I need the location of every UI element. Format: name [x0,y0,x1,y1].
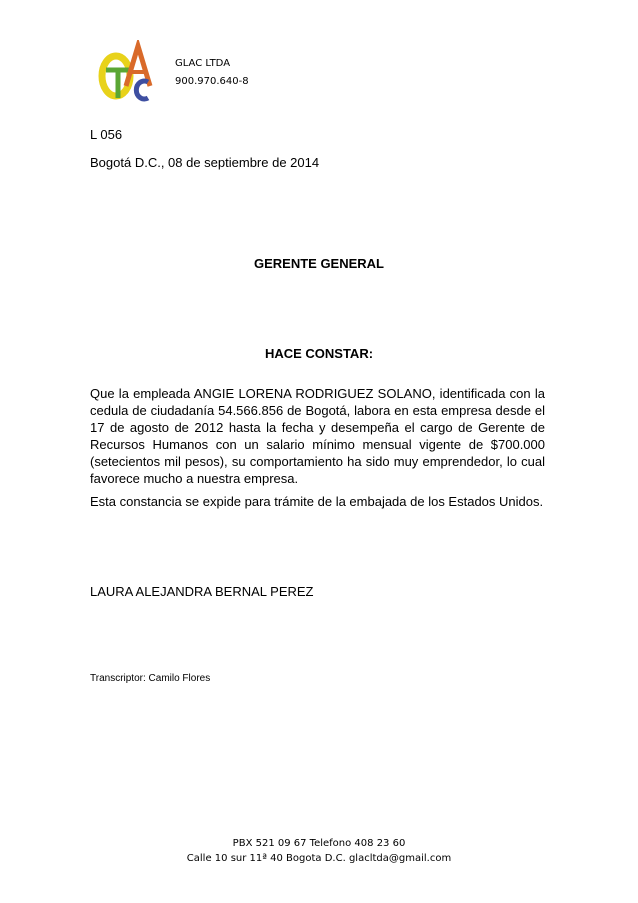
footer [0,836,638,866]
body-paragraph-2: Esta constancia se expide para trámite de la embajada de los Estados Unidos. [90,494,544,509]
company-name: GLAC LTDA [175,58,231,69]
footer-phones: PBX 521 09 67 Telefono 408 23 60 [232,838,406,849]
transcriptor-line: Transcriptor: Camilo Flores [90,673,211,684]
body-paragraph-1: Que la empleada ANGIE LORENA RODRIGUEZ SOLANO, identificada con la cedula de ciudadanía 54.566.856 de Bogotá, labora en esta empresa desde el 17 de agosto de 2012 hasta la fecha y desempeña el cargo de Gerente de Recursos Humanos con un salario mínimo mensual vigente de $700.000 (setecientos mil pesos), su comportamiento ha sido muy emprendedor, lo cual favorece mucho a nuestra empresa. [90,386,545,486]
heading-certifies: HACE CONSTAR: [264,346,374,361]
company-logo [96,40,154,102]
company-nit: 900.970.640-8 [175,76,249,87]
company-info [175,55,249,91]
letter-date: Bogotá D.C., 08 de septiembre de 2014 [90,155,320,170]
heading-title: GERENTE GENERAL [253,256,384,271]
letter-reference: L 056 [90,127,123,142]
signer-name: LAURA ALEJANDRA BERNAL PEREZ [90,584,314,599]
footer-address: Calle 10 sur 11ª 40 Bogota D.C. glacltda@gmail.com [186,853,452,864]
